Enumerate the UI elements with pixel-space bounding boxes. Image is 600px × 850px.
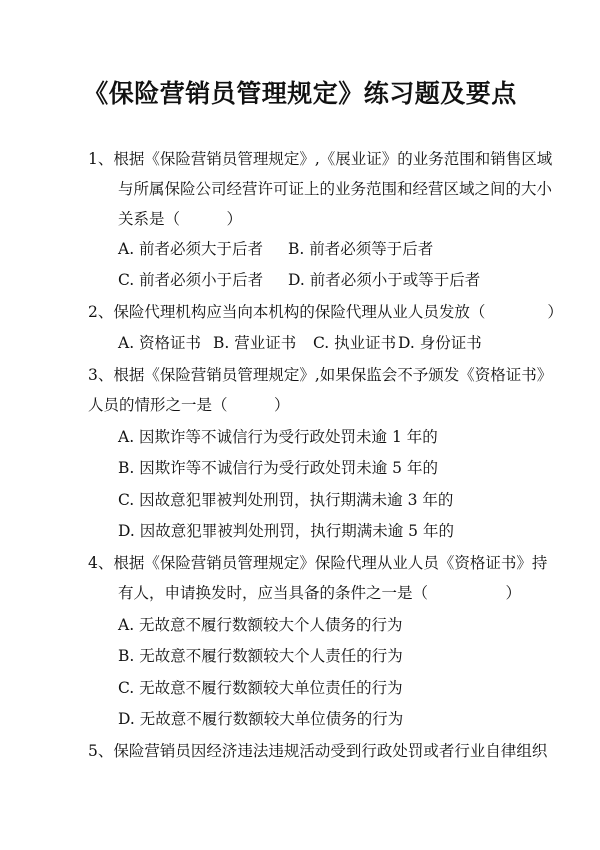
q2-option-b: B. 营业证书 <box>213 334 297 352</box>
q1-option-a: A. 前者必须大于后者 <box>118 240 264 258</box>
q3-option-b: B. 因欺诈等不诚信行为受行政处罚未逾 5 年的 <box>118 459 438 477</box>
q1-line-2: 与所属保险公司经营许可证上的业务范围和经营区域之间的大小 <box>118 180 553 198</box>
document-title: 《保险营销员管理规定》练习题及要点 <box>83 79 517 108</box>
q4-option-d: D. 无故意不履行数额较大单位债务的行为 <box>118 710 404 728</box>
q4-option-c: C. 无故意不履行数额较大单位责任的行为 <box>118 679 403 697</box>
q4-option-a: A. 无故意不履行数额较大个人债务的行为 <box>118 616 403 634</box>
q4-line-1: 4、根据《保险营销员管理规定》保险代理从业人员《资格证书》持 <box>88 554 548 572</box>
q1-line-1: 1、根据《保险营销员管理规定》,《展业证》的业务范围和销售区域 <box>88 150 553 168</box>
q1-line-3: 关系是（ ） <box>118 210 243 228</box>
q2-option-c: C. 执业证书 <box>313 334 397 352</box>
q3-option-d: D. 因故意犯罪被判处刑罚，执行期满未逾 5 年的 <box>118 522 454 540</box>
q3-line-1: 3、根据《保险营销员管理规定》,如果保监会不予颁发《资格证书》 <box>88 366 553 384</box>
q2-line-1: 2、保险代理机构应当向本机构的保险代理从业人员发放（ ） <box>88 303 563 321</box>
q5-line-1: 5、保险营销员因经济违法违规活动受到行政处罚或者行业自律组织 <box>88 742 548 760</box>
q4-option-b: B. 无故意不履行数额较大个人责任的行为 <box>118 647 403 665</box>
q1-option-c: C. 前者必须小于后者 <box>118 271 264 289</box>
q3-line-2: 人员的情形之一是（ ） <box>88 396 290 414</box>
q2-option-d: D. 身份证书 <box>398 334 482 352</box>
q1-option-b: B. 前者必须等于后者 <box>288 240 434 258</box>
q3-option-c: C. 因故意犯罪被判处刑罚，执行期满未逾 3 年的 <box>118 491 454 509</box>
q4-line-2: 有人，申请换发时，应当具备的条件之一是（ ） <box>118 584 522 602</box>
q3-option-a: A. 因欺诈等不诚信行为受行政处罚未逾 1 年的 <box>118 428 438 446</box>
q1-option-d: D. 前者必须小于或等于后者 <box>288 271 481 289</box>
q2-option-a: A. 资格证书 <box>118 334 202 352</box>
